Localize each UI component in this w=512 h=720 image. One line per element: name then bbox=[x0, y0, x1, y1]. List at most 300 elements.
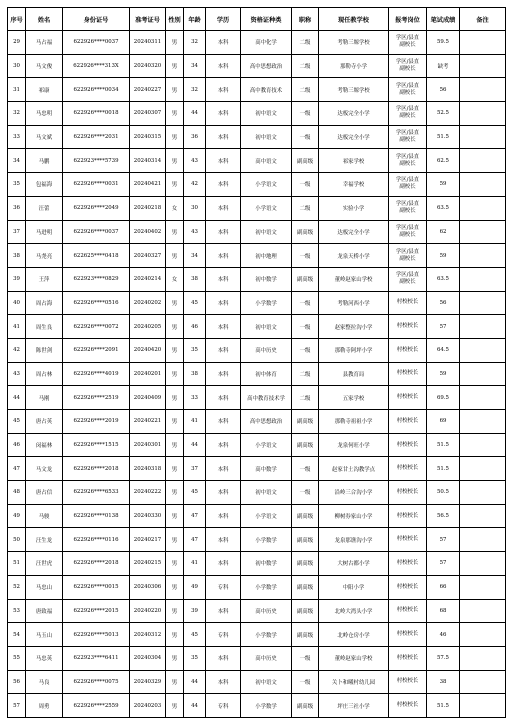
cell-index: 49 bbox=[8, 504, 26, 528]
cell-name: 马忠明 bbox=[26, 102, 63, 126]
cell-title: 一级 bbox=[292, 173, 319, 197]
cell-age: 38 bbox=[184, 362, 206, 386]
cell-title: 一级 bbox=[292, 291, 319, 315]
cell-title: 二级 bbox=[292, 386, 319, 410]
cell-applied-position: 村校校长 bbox=[389, 504, 427, 528]
cell-title: 二级 bbox=[292, 31, 319, 55]
cell-remarks bbox=[460, 149, 506, 173]
cell-gender: 男 bbox=[166, 623, 184, 647]
cell-title: 一级 bbox=[292, 125, 319, 149]
cell-remarks bbox=[460, 244, 506, 268]
cell-current-school: 实验小学 bbox=[319, 196, 389, 220]
cell-title: 一级 bbox=[292, 670, 319, 694]
cell-certificate-type: 高中化学 bbox=[241, 31, 292, 55]
cell-exam-number: 20240330 bbox=[130, 504, 166, 528]
cell-id-number: 622926****0031 bbox=[63, 173, 130, 197]
cell-certificate-type: 小学数学 bbox=[241, 694, 292, 718]
cell-title: 副高级 bbox=[292, 623, 319, 647]
cell-index: 47 bbox=[8, 457, 26, 481]
cell-gender: 男 bbox=[166, 54, 184, 78]
table-row bbox=[8, 54, 506, 78]
cell-age: 44 bbox=[184, 694, 206, 718]
cell-exam-number: 20240306 bbox=[130, 575, 166, 599]
cell-certificate-type: 小学语文 bbox=[241, 504, 292, 528]
cell-age: 43 bbox=[184, 149, 206, 173]
cell-name: 周勇 bbox=[26, 694, 63, 718]
cell-age: 35 bbox=[184, 646, 206, 670]
cell-education: 本科 bbox=[206, 670, 241, 694]
cell-written-score: 59.5 bbox=[427, 31, 460, 55]
cell-id-number: 622926****0138 bbox=[63, 504, 130, 528]
cell-current-school: 县教育局 bbox=[319, 362, 389, 386]
cell-remarks bbox=[460, 433, 506, 457]
cell-certificate-type: 小学数学 bbox=[241, 291, 292, 315]
cell-written-score: 62.5 bbox=[427, 149, 460, 173]
table-row bbox=[8, 244, 506, 268]
cell-remarks bbox=[460, 78, 506, 102]
cell-title: 副高级 bbox=[292, 552, 319, 576]
cell-index: 36 bbox=[8, 196, 26, 220]
cell-applied-position: 村校校长 bbox=[389, 623, 427, 647]
cell-applied-position: 学区/县直 副校长 bbox=[389, 149, 427, 173]
table-row bbox=[8, 623, 506, 647]
cell-education: 本科 bbox=[206, 362, 241, 386]
cell-remarks bbox=[460, 552, 506, 576]
cell-current-school: 董岭赵家山学校 bbox=[319, 267, 389, 291]
cell-age: 36 bbox=[184, 125, 206, 149]
cell-education: 本科 bbox=[206, 78, 241, 102]
cell-exam-number: 20240201 bbox=[130, 362, 166, 386]
cell-age: 37 bbox=[184, 457, 206, 481]
cell-certificate-type: 初中语文 bbox=[241, 670, 292, 694]
cell-title: 一级 bbox=[292, 315, 319, 339]
cell-name: 闵福林 bbox=[26, 433, 63, 457]
cell-education: 本科 bbox=[206, 410, 241, 434]
cell-current-school: 考勒河西小学 bbox=[319, 291, 389, 315]
cell-id-number: 622926****4019 bbox=[63, 362, 130, 386]
cell-gender: 男 bbox=[166, 125, 184, 149]
cell-certificate-type: 初中数学 bbox=[241, 552, 292, 576]
cell-certificate-type: 初中数学 bbox=[241, 267, 292, 291]
cell-education: 专科 bbox=[206, 694, 241, 718]
cell-exam-number: 20240220 bbox=[130, 599, 166, 623]
cell-gender: 男 bbox=[166, 386, 184, 410]
cell-exam-number: 20240314 bbox=[130, 149, 166, 173]
cell-title: 一级 bbox=[292, 102, 319, 126]
cell-name: 马尧亮 bbox=[26, 244, 63, 268]
cell-exam-number: 20240301 bbox=[130, 433, 166, 457]
cell-name: 汪生龙 bbox=[26, 528, 63, 552]
cell-index: 35 bbox=[8, 173, 26, 197]
table-row bbox=[8, 646, 506, 670]
cell-written-score: 68 bbox=[427, 599, 460, 623]
cell-applied-position: 学区/县直 副校长 bbox=[389, 244, 427, 268]
cell-applied-position: 学区/县直 副校长 bbox=[389, 102, 427, 126]
cell-education: 本科 bbox=[206, 125, 241, 149]
cell-gender: 男 bbox=[166, 433, 184, 457]
cell-id-number: 622926****0037 bbox=[63, 31, 130, 55]
cell-education: 本科 bbox=[206, 386, 241, 410]
cell-id-number: 622926****2015 bbox=[63, 599, 130, 623]
cell-written-score: 59 bbox=[427, 173, 460, 197]
cell-index: 40 bbox=[8, 291, 26, 315]
cell-title: 二级 bbox=[292, 54, 319, 78]
cell-current-school: 达板完全小学 bbox=[319, 220, 389, 244]
cell-id-number: 622926****2018 bbox=[63, 457, 130, 481]
cell-title: 副高级 bbox=[292, 694, 319, 718]
table-row bbox=[8, 670, 506, 694]
cell-remarks bbox=[460, 386, 506, 410]
cell-gender: 男 bbox=[166, 646, 184, 670]
cell-title: 副高级 bbox=[292, 267, 319, 291]
cell-index: 57 bbox=[8, 694, 26, 718]
cell-id-number: 622625****0418 bbox=[63, 244, 130, 268]
cell-written-score: 63.5 bbox=[427, 196, 460, 220]
cell-exam-number: 20240218 bbox=[130, 196, 166, 220]
table-row bbox=[8, 125, 506, 149]
cell-written-score: 缺考 bbox=[427, 54, 460, 78]
cell-index: 45 bbox=[8, 410, 26, 434]
cell-current-school: 坪庄三社小学 bbox=[319, 694, 389, 718]
cell-education: 本科 bbox=[206, 149, 241, 173]
cell-certificate-type: 初中语文 bbox=[241, 315, 292, 339]
cell-applied-position: 村校校长 bbox=[389, 338, 427, 362]
cell-id-number: 622926****2031 bbox=[63, 125, 130, 149]
cell-id-number: 622923****6411 bbox=[63, 646, 130, 670]
cell-education: 本科 bbox=[206, 646, 241, 670]
cell-name: 陈世剑 bbox=[26, 338, 63, 362]
table-row bbox=[8, 315, 506, 339]
cell-exam-number: 20240312 bbox=[130, 623, 166, 647]
table-row bbox=[8, 78, 506, 102]
cell-written-score: 57.5 bbox=[427, 646, 460, 670]
cell-title: 副高级 bbox=[292, 149, 319, 173]
cell-current-school: 达板完全小学 bbox=[319, 125, 389, 149]
cell-remarks bbox=[460, 125, 506, 149]
cell-name: 祁康 bbox=[26, 78, 63, 102]
cell-applied-position: 村校校长 bbox=[389, 575, 427, 599]
cell-age: 32 bbox=[184, 31, 206, 55]
cell-current-school: 龙泉那谯沟小学 bbox=[319, 528, 389, 552]
cell-exam-number: 20240311 bbox=[130, 31, 166, 55]
cell-current-school: 幸福学校 bbox=[319, 173, 389, 197]
cell-gender: 男 bbox=[166, 552, 184, 576]
cell-education: 本科 bbox=[206, 54, 241, 78]
table-row bbox=[8, 433, 506, 457]
cell-title: 副高级 bbox=[292, 575, 319, 599]
table-row bbox=[8, 196, 506, 220]
cell-age: 43 bbox=[184, 220, 206, 244]
cell-applied-position: 村校校长 bbox=[389, 599, 427, 623]
cell-id-number: 622926****0034 bbox=[63, 78, 130, 102]
cell-exam-number: 20240217 bbox=[130, 528, 166, 552]
cell-index: 30 bbox=[8, 54, 26, 78]
cell-remarks bbox=[460, 599, 506, 623]
cell-index: 38 bbox=[8, 244, 26, 268]
cell-exam-number: 20240421 bbox=[130, 173, 166, 197]
table-row bbox=[8, 410, 506, 434]
cell-remarks bbox=[460, 646, 506, 670]
cell-id-number: 622926****0015 bbox=[63, 575, 130, 599]
cell-certificate-type: 小学数学 bbox=[241, 528, 292, 552]
cell-id-number: 622926****2049 bbox=[63, 196, 130, 220]
cell-id-number: 622926****0075 bbox=[63, 670, 130, 694]
cell-written-score: 69.5 bbox=[427, 386, 460, 410]
cell-id-number: 622923****0829 bbox=[63, 267, 130, 291]
header-age: 年龄 bbox=[184, 8, 206, 31]
cell-education: 本科 bbox=[206, 338, 241, 362]
header-remarks: 备注 bbox=[460, 8, 506, 31]
cell-applied-position: 村校校长 bbox=[389, 552, 427, 576]
cell-gender: 男 bbox=[166, 670, 184, 694]
cell-gender: 男 bbox=[166, 149, 184, 173]
cell-name: 汪世虎 bbox=[26, 552, 63, 576]
cell-id-number: 622926****5013 bbox=[63, 623, 130, 647]
cell-written-score: 38 bbox=[427, 670, 460, 694]
cell-current-school: 董岭赵家山学校 bbox=[319, 646, 389, 670]
cell-name: 马玉山 bbox=[26, 623, 63, 647]
cell-remarks bbox=[460, 54, 506, 78]
cell-education: 本科 bbox=[206, 528, 241, 552]
table-row bbox=[8, 481, 506, 505]
cell-current-school: 达板完全小学 bbox=[319, 102, 389, 126]
cell-written-score: 51.5 bbox=[427, 125, 460, 149]
cell-certificate-type: 高中历史 bbox=[241, 599, 292, 623]
cell-exam-number: 20240202 bbox=[130, 291, 166, 315]
cell-applied-position: 村校校长 bbox=[389, 694, 427, 718]
cell-name: 马占福 bbox=[26, 31, 63, 55]
cell-remarks bbox=[460, 267, 506, 291]
header-current-school: 现任教学校 bbox=[319, 8, 389, 31]
cell-written-score: 52.5 bbox=[427, 102, 460, 126]
cell-index: 29 bbox=[8, 31, 26, 55]
table-row bbox=[8, 291, 506, 315]
cell-written-score: 56 bbox=[427, 78, 460, 102]
cell-title: 副高级 bbox=[292, 410, 319, 434]
cell-applied-position: 学区/县直 副校长 bbox=[389, 54, 427, 78]
table-row bbox=[8, 575, 506, 599]
table-row bbox=[8, 362, 506, 386]
cell-remarks bbox=[460, 315, 506, 339]
cell-exam-number: 20240214 bbox=[130, 267, 166, 291]
cell-written-score: 62 bbox=[427, 220, 460, 244]
cell-gender: 男 bbox=[166, 173, 184, 197]
cell-age: 44 bbox=[184, 102, 206, 126]
cell-certificate-type: 高中思想政治 bbox=[241, 54, 292, 78]
cell-title: 一级 bbox=[292, 457, 319, 481]
cell-age: 49 bbox=[184, 575, 206, 599]
cell-applied-position: 学区/县直 副校长 bbox=[389, 196, 427, 220]
header-education: 学历 bbox=[206, 8, 241, 31]
cell-index: 37 bbox=[8, 220, 26, 244]
cell-name: 包福海 bbox=[26, 173, 63, 197]
cell-certificate-type: 高中教育技术 bbox=[241, 78, 292, 102]
cell-title: 副高级 bbox=[292, 528, 319, 552]
cell-gender: 男 bbox=[166, 31, 184, 55]
cell-applied-position: 学区/县直 副校长 bbox=[389, 173, 427, 197]
cell-gender: 女 bbox=[166, 196, 184, 220]
cell-exam-number: 20240409 bbox=[130, 386, 166, 410]
cell-name: 唐占英 bbox=[26, 410, 63, 434]
cell-applied-position: 村校校长 bbox=[389, 457, 427, 481]
cell-written-score: 64.5 bbox=[427, 338, 460, 362]
cell-remarks bbox=[460, 196, 506, 220]
header-name: 姓名 bbox=[26, 8, 63, 31]
cell-age: 44 bbox=[184, 670, 206, 694]
cell-index: 31 bbox=[8, 78, 26, 102]
cell-education: 专科 bbox=[206, 575, 241, 599]
cell-applied-position: 村校校长 bbox=[389, 291, 427, 315]
cell-current-school: 祁家学校 bbox=[319, 149, 389, 173]
cell-current-school: 大树古都小学 bbox=[319, 552, 389, 576]
cell-name: 马忠山 bbox=[26, 575, 63, 599]
cell-education: 本科 bbox=[206, 173, 241, 197]
cell-certificate-type: 初中地理 bbox=[241, 244, 292, 268]
cell-index: 48 bbox=[8, 481, 26, 505]
cell-current-school: 北岭大湾头小学 bbox=[319, 599, 389, 623]
cell-age: 46 bbox=[184, 315, 206, 339]
cell-current-school: 赵家整拉沟小学 bbox=[319, 315, 389, 339]
table-row bbox=[8, 457, 506, 481]
cell-certificate-type: 高中思想政治 bbox=[241, 410, 292, 434]
cell-remarks bbox=[460, 670, 506, 694]
cell-index: 56 bbox=[8, 670, 26, 694]
cell-name: 马良 bbox=[26, 670, 63, 694]
cell-applied-position: 学区/县直 副校长 bbox=[389, 78, 427, 102]
cell-applied-position: 村校校长 bbox=[389, 433, 427, 457]
cell-education: 本科 bbox=[206, 267, 241, 291]
cell-education: 本科 bbox=[206, 552, 241, 576]
cell-exam-number: 20240402 bbox=[130, 220, 166, 244]
cell-name: 马骏 bbox=[26, 504, 63, 528]
table-row bbox=[8, 338, 506, 362]
cell-applied-position: 村校校长 bbox=[389, 386, 427, 410]
cell-age: 39 bbox=[184, 599, 206, 623]
cell-id-number: 622923****5739 bbox=[63, 149, 130, 173]
cell-applied-position: 村校校长 bbox=[389, 528, 427, 552]
cell-applied-position: 村校校长 bbox=[389, 315, 427, 339]
cell-gender: 男 bbox=[166, 102, 184, 126]
cell-current-school: 那勒寺小学 bbox=[319, 54, 389, 78]
cell-education: 本科 bbox=[206, 433, 241, 457]
cell-remarks bbox=[460, 338, 506, 362]
cell-id-number: 622926****6533 bbox=[63, 481, 130, 505]
cell-certificate-type: 高中语文 bbox=[241, 149, 292, 173]
cell-gender: 男 bbox=[166, 244, 184, 268]
cell-index: 33 bbox=[8, 125, 26, 149]
cell-gender: 男 bbox=[166, 504, 184, 528]
cell-education: 本科 bbox=[206, 315, 241, 339]
cell-name: 马文俊 bbox=[26, 54, 63, 78]
cell-age: 41 bbox=[184, 410, 206, 434]
cell-certificate-type: 高中教育技术学 bbox=[241, 386, 292, 410]
cell-certificate-type: 初中语文 bbox=[241, 125, 292, 149]
table-row bbox=[8, 504, 506, 528]
cell-applied-position: 村校校长 bbox=[389, 410, 427, 434]
cell-current-school: 那勒寺祖祖小学 bbox=[319, 410, 389, 434]
cell-certificate-type: 小学语文 bbox=[241, 196, 292, 220]
cell-certificate-type: 初中体育 bbox=[241, 362, 292, 386]
cell-certificate-type: 高中历史 bbox=[241, 338, 292, 362]
cell-certificate-type: 小学语文 bbox=[241, 173, 292, 197]
cell-current-school: 中阳小学 bbox=[319, 575, 389, 599]
cell-index: 52 bbox=[8, 575, 26, 599]
cell-id-number: 622926****0116 bbox=[63, 528, 130, 552]
cell-exam-number: 20240327 bbox=[130, 244, 166, 268]
cell-age: 35 bbox=[184, 338, 206, 362]
cell-education: 本科 bbox=[206, 291, 241, 315]
cell-current-school: 那勒寺阿坪小学 bbox=[319, 338, 389, 362]
cell-gender: 男 bbox=[166, 291, 184, 315]
cell-exam-number: 20240304 bbox=[130, 646, 166, 670]
cell-written-score: 63.5 bbox=[427, 267, 460, 291]
cell-age: 42 bbox=[184, 173, 206, 197]
cell-certificate-type: 初中语文 bbox=[241, 220, 292, 244]
cell-remarks bbox=[460, 623, 506, 647]
cell-education: 本科 bbox=[206, 244, 241, 268]
cell-index: 55 bbox=[8, 646, 26, 670]
cell-title: 副高级 bbox=[292, 504, 319, 528]
cell-current-school: 柳树券家山小学 bbox=[319, 504, 389, 528]
cell-education: 本科 bbox=[206, 220, 241, 244]
cell-title: 二级 bbox=[292, 78, 319, 102]
cell-name: 马文龙 bbox=[26, 457, 63, 481]
table-row bbox=[8, 528, 506, 552]
cell-title: 一级 bbox=[292, 481, 319, 505]
cell-gender: 男 bbox=[166, 220, 184, 244]
cell-written-score: 57 bbox=[427, 528, 460, 552]
cell-index: 41 bbox=[8, 315, 26, 339]
cell-name: 周占林 bbox=[26, 362, 63, 386]
table-row bbox=[8, 386, 506, 410]
cell-age: 45 bbox=[184, 623, 206, 647]
cell-id-number: 622926****0072 bbox=[63, 315, 130, 339]
table-row bbox=[8, 599, 506, 623]
cell-certificate-type: 小学数学 bbox=[241, 623, 292, 647]
cell-remarks bbox=[460, 220, 506, 244]
header-title: 职称 bbox=[292, 8, 319, 31]
candidate-table bbox=[7, 7, 506, 718]
cell-certificate-type: 小学数学 bbox=[241, 575, 292, 599]
cell-current-school: 沿岭三合沟小学 bbox=[319, 481, 389, 505]
cell-written-score: 59 bbox=[427, 244, 460, 268]
cell-age: 34 bbox=[184, 244, 206, 268]
cell-written-score: 50.5 bbox=[427, 481, 460, 505]
header-applied-position: 报考岗位 bbox=[389, 8, 427, 31]
cell-exam-number: 20240329 bbox=[130, 670, 166, 694]
cell-applied-position: 村校校长 bbox=[389, 481, 427, 505]
cell-remarks bbox=[460, 31, 506, 55]
table-row bbox=[8, 267, 506, 291]
table-row bbox=[8, 102, 506, 126]
cell-current-school: 龙泉何旺小学 bbox=[319, 433, 389, 457]
cell-index: 32 bbox=[8, 102, 26, 126]
cell-exam-number: 20240227 bbox=[130, 78, 166, 102]
cell-exam-number: 20240215 bbox=[130, 552, 166, 576]
cell-gender: 男 bbox=[166, 362, 184, 386]
cell-education: 本科 bbox=[206, 196, 241, 220]
cell-education: 本科 bbox=[206, 599, 241, 623]
cell-written-score: 51.5 bbox=[427, 457, 460, 481]
cell-id-number: 622926****2019 bbox=[63, 410, 130, 434]
cell-gender: 男 bbox=[166, 599, 184, 623]
cell-title: 二级 bbox=[292, 362, 319, 386]
cell-written-score: 66 bbox=[427, 575, 460, 599]
cell-title: 副高级 bbox=[292, 599, 319, 623]
cell-title: 一级 bbox=[292, 338, 319, 362]
cell-age: 34 bbox=[184, 54, 206, 78]
cell-name: 马刚 bbox=[26, 386, 63, 410]
